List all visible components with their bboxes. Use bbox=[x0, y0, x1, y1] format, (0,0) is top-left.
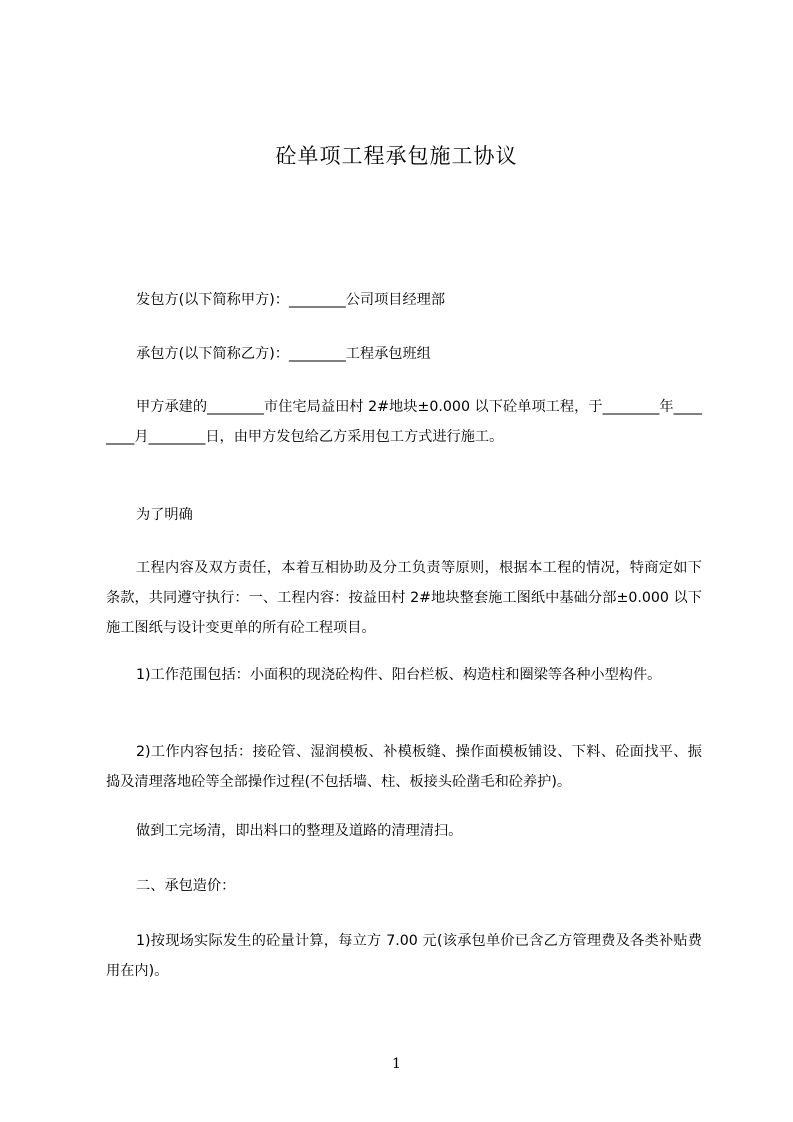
purpose-heading-line: 为了明确 bbox=[136, 507, 193, 523]
work-tasks-paragraph: 2)工作内容包括：接砼管、湿润模板、补模板缝、操作面模板铺设、下料、砼面找平、振捣及清理落地砼等全部操作过程(不包括墙、柱、板接头砼凿毛和砼养护)。 bbox=[106, 744, 702, 790]
document-title: 砼单项工程承包施工协议 bbox=[275, 144, 518, 168]
unit-price-paragraph: 1)按现场实际发生的砼量计算，每立方 7.00 元(该承包单价已含乙方管理费及各类补贴费用在内)。 bbox=[106, 933, 702, 979]
page-number: 1 bbox=[392, 1056, 401, 1072]
work-scope-paragraph: 1)工作范围包括：小面积的现浇砼构件、阳台栏板、构造柱和圈梁等各种小型构件。 bbox=[136, 667, 662, 683]
party-a-line: 发包方(以下简称甲方)：________公司项目经理部 bbox=[136, 292, 446, 308]
project-description-paragraph: 甲方承建的________市住宅局益田村 2#地块±0.000 以下砼单项工程，于________年________月________日，由甲方发包给乙方采用包工方式进行施工。 bbox=[106, 399, 702, 445]
party-b-line: 承包方(以下简称乙方)：________工程承包班组 bbox=[136, 346, 431, 362]
site-cleanup-paragraph: 做到工完场清，即出料口的整理及道路的清理清扫。 bbox=[136, 823, 463, 839]
contract-price-heading: 二、承包造价： bbox=[136, 878, 236, 894]
work-content-paragraph: 工程内容及双方责任，本着互相协助及分工负责等原则，根据本工程的情况，特商定如下条款，共同遵守执行：一、工程内容：按益田村 2#地块整套施工图纸中基础分部±0.000 以下施工图纸与设计变更单的所有砼工程项目。 bbox=[106, 560, 702, 636]
